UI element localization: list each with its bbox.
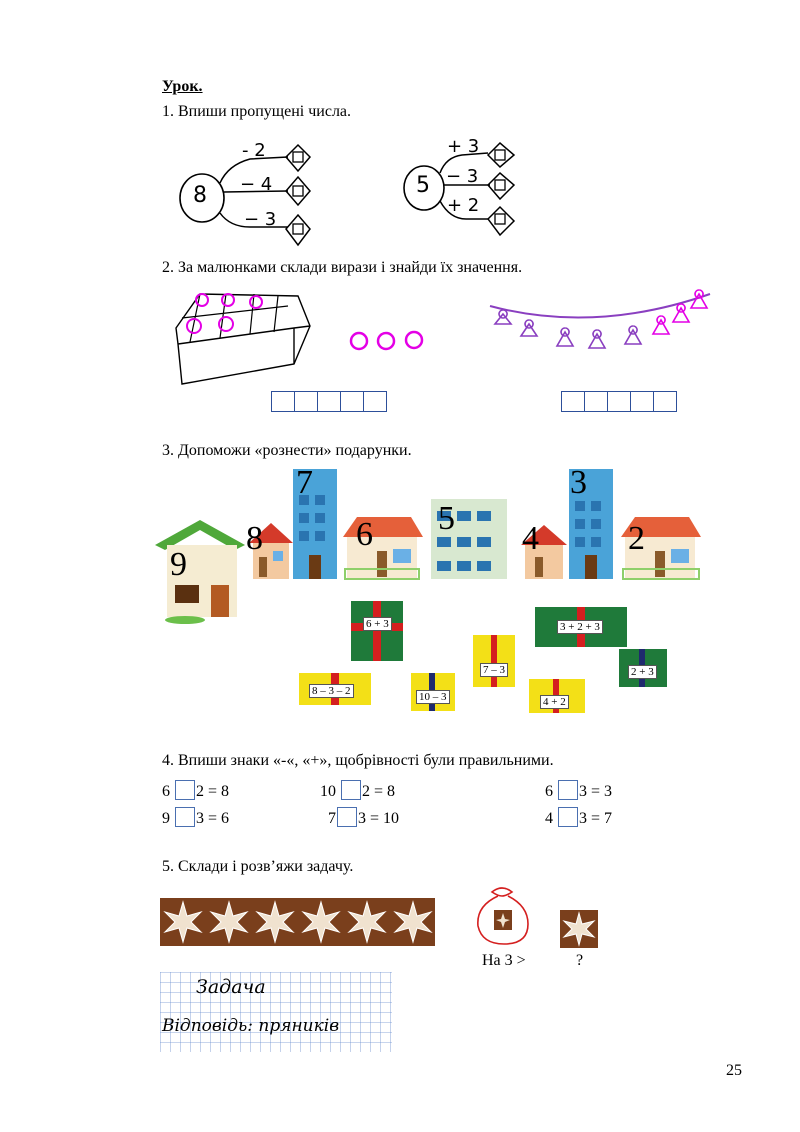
gift-label-4: 2 + 3 — [628, 665, 657, 679]
gift-label-5: 8 – 3 – 2 — [309, 684, 354, 698]
scheme2-center: 5 — [416, 173, 430, 198]
sign-input[interactable] — [558, 780, 578, 800]
sign-input[interactable] — [337, 807, 357, 827]
notebook-line-1: Задача — [196, 976, 266, 998]
gifts-illustration — [295, 595, 675, 720]
single-cookie — [560, 910, 598, 948]
gift-label-7: 4 + 2 — [540, 695, 569, 709]
house-number-7: 7 — [296, 464, 313, 501]
angels-garland-drawing — [485, 284, 715, 364]
sign-input[interactable] — [341, 780, 361, 800]
scheme1-op-1: - 2 — [242, 140, 266, 161]
house-number-6: 6 — [356, 516, 373, 553]
scheme1-op-2: − 4 — [240, 174, 273, 195]
equation-1-2: 10 2 = 8 — [320, 780, 395, 801]
lesson-title: Урок. — [162, 78, 203, 95]
house-number-9: 9 — [170, 546, 187, 583]
house-number-8: 8 — [246, 520, 263, 557]
bag-drawing — [472, 882, 534, 948]
gift-label-1: 6 + 3 — [363, 617, 392, 631]
task5-heading: 5. Склади і розв’яжи задачу. — [162, 858, 354, 875]
notebook-grid — [160, 972, 392, 1052]
question-mark: ? — [576, 952, 584, 969]
gift-label-2: 3 + 2 + 3 — [557, 620, 603, 634]
scheme2-op-2: − 3 — [446, 166, 479, 187]
scheme2-op-1: + 3 — [447, 136, 480, 157]
house-number-2: 2 — [628, 520, 645, 557]
equation-2-3: 4 3 = 7 — [545, 807, 612, 828]
task3-heading: 3. Допоможи «рознести» подарунки. — [162, 442, 412, 459]
sign-input[interactable] — [558, 807, 578, 827]
task4-heading: 4. Впиши знаки «-«, «+», щобрівності були правильними. — [162, 752, 554, 769]
scheme1-op-3: − 3 — [244, 209, 277, 230]
scheme1-center: 8 — [193, 183, 207, 208]
answer-cells-1[interactable] — [272, 391, 387, 412]
gingerbread-cookies-row — [160, 898, 435, 946]
gift-label-6: 10 – 3 — [416, 690, 450, 704]
gift-label-3: 7 – 3 — [480, 663, 508, 677]
equation-2-1: 9 3 = 6 — [162, 807, 229, 828]
equation-2-2: 7 3 = 10 — [328, 807, 399, 828]
notebook-line-2: Відповідь: пряників — [162, 1016, 340, 1036]
scheme2-op-3: + 2 — [447, 195, 480, 216]
bag-label: На 3 > — [482, 952, 526, 969]
task1-heading: 1. Впиши пропущені числа. — [162, 103, 352, 120]
answer-cells-2[interactable] — [562, 391, 677, 412]
house-number-5: 5 — [438, 500, 455, 537]
candy-box-drawing — [170, 288, 320, 388]
sign-input[interactable] — [175, 780, 195, 800]
task2-heading: 2. За малюнками склади вирази і знайди їх значення. — [162, 259, 523, 276]
loose-candies-drawing — [348, 330, 430, 352]
house-number-4: 4 — [522, 520, 539, 557]
sign-input[interactable] — [175, 807, 195, 827]
house-number-3: 3 — [570, 464, 587, 501]
page-number: 25 — [726, 1062, 742, 1079]
equation-1-3: 6 3 = 3 — [545, 780, 612, 801]
equation-1-1: 6 2 = 8 — [162, 780, 229, 801]
